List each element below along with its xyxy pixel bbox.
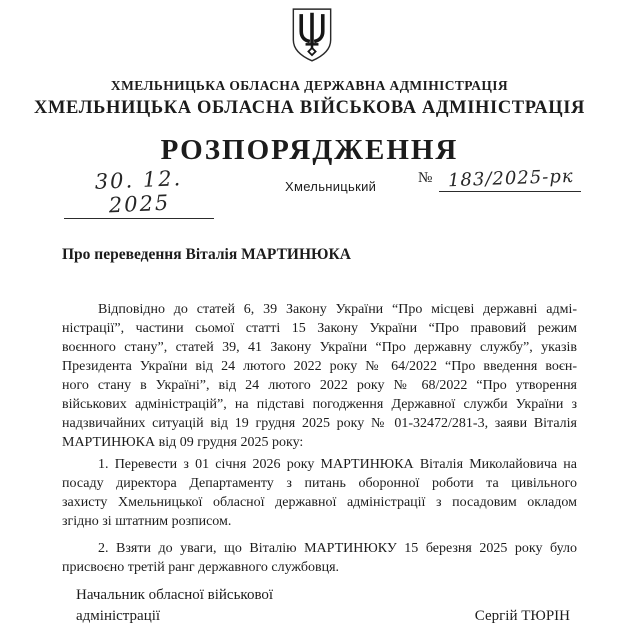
city-label: Хмельницький xyxy=(285,179,377,194)
number-sign: № xyxy=(418,170,433,186)
org-name-state-administration: ХМЕЛЬНИЦЬКА ОБЛАСНА ДЕРЖАВНА АДМІНІСТРАЦІЯ xyxy=(110,78,509,93)
body-line: захисту Хмельницької обласної державної адміністрації з посадовим окладом xyxy=(62,495,577,510)
preamble-paragraph xyxy=(62,300,577,452)
signatory-position-line1: Начальник обласної військової xyxy=(76,587,274,603)
body-line: МАРТИНЮКА від 09 грудня 2025 року: xyxy=(62,435,304,450)
signatory-position xyxy=(76,585,273,626)
body-line: військових адміністрацій”, на підставі погодження Державної служби України з xyxy=(62,397,577,412)
handwritten-number: 183/2025-рк xyxy=(447,165,574,192)
date-field xyxy=(64,168,214,219)
body-line: ністрації”, частини сьомої статті 15 Закону України “Про правовий режим xyxy=(62,321,577,336)
signatory-position-line2: адміністрації xyxy=(76,607,161,624)
body-line: ного стану в Україні”, від 24 лютого 2022 року № 68/2022 “Про утворення xyxy=(62,378,577,393)
number-field xyxy=(418,165,581,192)
document-type-title: РОЗПОРЯДЖЕННЯ xyxy=(160,134,459,166)
body-line: посаду директора Департаменту з питань оборонної роботи та цивільного xyxy=(62,476,577,491)
body-line: надзвичайних ситуацій від 19 грудня 2025 року № 01-32472/281-3, заяви Віталія xyxy=(62,416,577,431)
item-1-paragraph xyxy=(62,455,577,531)
handwritten-date: 30. 12. 2025 xyxy=(94,166,183,218)
subject-line: Про переведення Віталія МАРТИНЮКА xyxy=(62,246,351,263)
body-line: Президента України від 24 лютого 2022 року № 64/2022 “Про введення воєн- xyxy=(62,359,577,374)
body-line: присвоєно третій ранг державного службовця. xyxy=(62,560,340,575)
body-line: Відповідно до статей 6, 39 Закону України “Про місцеві державні адмі- xyxy=(98,302,577,317)
item-2-paragraph xyxy=(62,539,577,577)
document-body xyxy=(62,300,577,577)
body-line: 1. Перевести з 01 січня 2026 року МАРТИНЮКА Віталія Миколайовича на xyxy=(98,457,577,472)
signatory-name: Сергій ТЮРІН xyxy=(474,607,570,624)
body-line: воєнного стану”, статей 39, 41 Закону України “Про державну службу”, указів xyxy=(62,340,577,355)
body-line: згідно зі штатним розписом. xyxy=(62,514,232,529)
org-name-military-administration: ХМЕЛЬНИЦЬКА ОБЛАСНА ВІЙСЬКОВА АДМІНІСТРАЦІЯ xyxy=(34,98,585,118)
signature-block xyxy=(76,585,570,626)
number-underline xyxy=(439,165,581,192)
body-line: 2. Взяти до уваги, що Віталію МАРТИНЮКУ 15 березня 2025 року було xyxy=(98,541,577,556)
ukraine-trident-emblem-icon xyxy=(288,7,336,63)
